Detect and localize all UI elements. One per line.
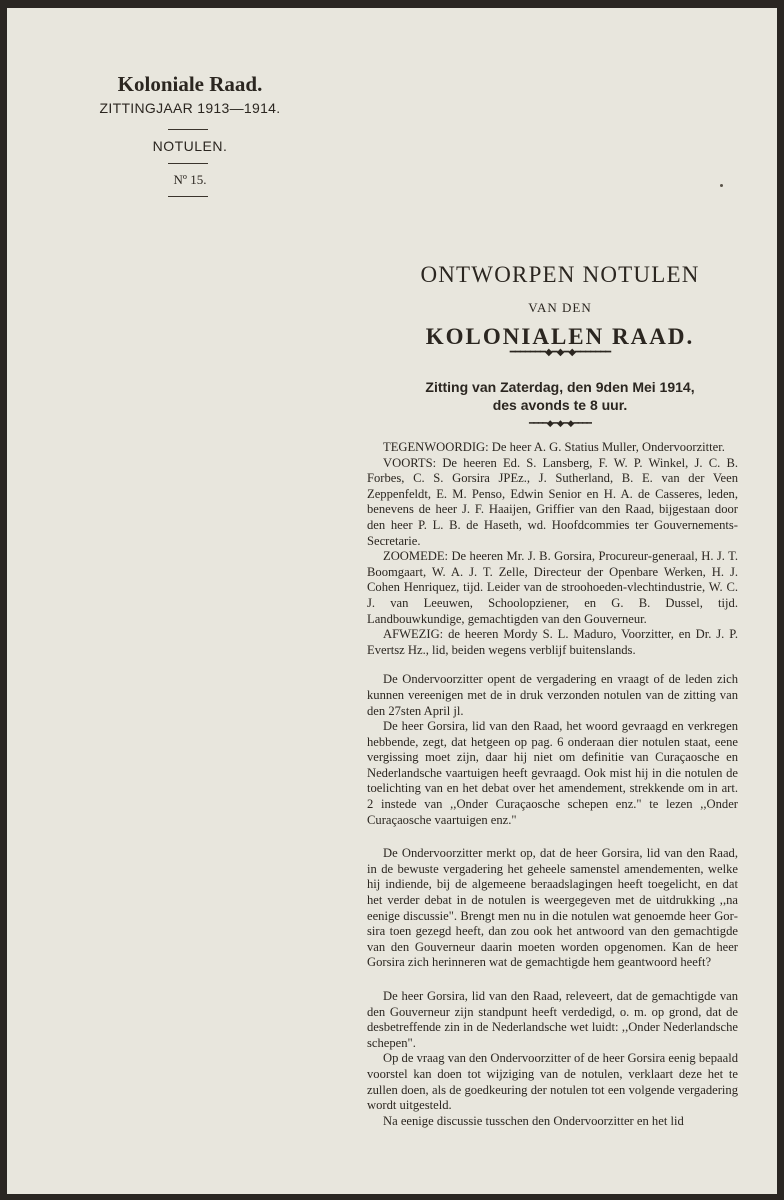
issue-number: Nº 15. (173, 172, 207, 187)
council-title: Koloniale Raad. (117, 72, 263, 96)
session-date: Zitting van Zaterdag, den 9den Mei 1914, (425, 379, 695, 395)
paragraph: Na eenige discussie tusschen den Ondervoorzitter en het lid (383, 1113, 684, 1128)
paragraph: Op de vraag van den Ondervoorzitter of de heer Gorsira eenig bepaald voorstel kan doen tot wijziging van de notulen, verklaart deze het te zullen doen, als de goedkeuring der notulen tot een volgende vergadering wordt uitgesteld. (367, 1051, 738, 1113)
notulen-label: NOTULEN. (152, 138, 228, 154)
divider (168, 163, 208, 164)
minutes-body (367, 440, 738, 1129)
ornament-rule-small: ━━━━◆━◆━◆━━━━ (529, 418, 591, 428)
session-time: des avonds te 8 uur. (492, 397, 628, 413)
paragraph-further: VOORTS: De heeren Ed. S. Lansberg, F. W. P. Winkel, J. C. B. Forbes, C. S. Gorsira JPEz., J. Sutherland, B. E. van der Veen Zeppenfeldt, E. M. Penso, Edwin Senior en H. A. de Casseres, leden, benevens de heer J. F. Haaijen, Griffier van den Raad, bijgestaan door den heer P. L. B. de Haseth, wd. Hoofdcommies ter Gouvernements-Secretarie. (367, 455, 738, 548)
ornament-rule: ━━━━━━━◆━◆━◆━━━━━━━ (509, 347, 611, 358)
paragraph: De heer Gorsira, lid van den Raad, het woord gevraagd en verkregen hebbende, zegt, dat hetgeen op pag. 6 onderaan dier notulen staat, eene vergissing moet zijn, daar hij niet om definitie van Curaçaosche en Nederlandsche vaartuigen heeft gevraagd. Ook mist hij in die notulen de toelichting van en het debat over het amendement, strekkende om in art. 2 instede van ,,Onder Curaçaosche schepen enz." te lezen ,,Onder Curaçaosche vaartuigen enz." (367, 719, 738, 827)
session-year: ZITTINGJAAR 1913—1914. (99, 100, 281, 116)
paragraph: De Ondervoorzitter opent de vergadering en vraagt of de leden zich kunnen vereenigen met de in druk verzonden notulen van de zitting van den 27sten April jl. (367, 672, 738, 718)
paragraph: De heer Gorsira, lid van den Raad, releveert, dat de gemachtigde van den Gouverneur zijn standpunt heeft verdedigd, o. m. op grond, dat de desbetreffende zin in de Nederlandsche wet luidt: ,,Onder Nederlandsche schepen". (367, 989, 738, 1050)
title-van-den: VAN DEN (528, 300, 592, 315)
paragraph-also: ZOOMEDE: De heeren Mr. J. B. Gorsira, Procureur-generaal, H. J. T. Boomgaart, W. A. J. T. Zelle, Directeur der Openbare Werken, H. J. Cohen Henriquez, tijd. Leider van de stroohoeden-vlechtindustrie, W. C. J. van Leeuwen, Schoolopziener, en G. B. Dussel, tijd. Landbouwkundige, gemachtigden van den Gouverneur. (367, 549, 738, 626)
paragraph-present: TEGENWOORDIG: De heer A. G. Statius Muller, Ondervoorzitter. (383, 440, 725, 454)
council-name: KOLONIALEN RAAD. (425, 324, 695, 349)
divider (168, 196, 208, 197)
paragraph-absent: AFWEZIG: de heeren Mordy S. L. Maduro, Voorzitter, en Dr. J. P. Evertsz Hz., lid, beiden wegens verblijf buitenslands. (367, 627, 738, 657)
paragraph: De Ondervoorzitter merkt op, dat de heer Gorsira, lid van den Raad, in de bewuste vergadering het geheele samenstel amendementen, welke hij indiende, bij de algemeene beraadslagingen heeft toegelicht, en dat het verder debat in de notulen is weergegeven met de uitdrukking ,,na eenige discussie". Brengt men nu in die notulen wat genoemde heer Gorsira toen gezegd heeft, dan zou ook het antwoord van den gemachtigde van den Gouverneur daarin moeten worden opgenomen. Kan de heer Gorsira zich herinneren wat de gemachtigde hem geantwoord heeft? (367, 846, 738, 970)
session-info (360, 378, 760, 414)
divider (168, 129, 208, 130)
speck (720, 184, 723, 187)
document-title: ONTWORPEN NOTULEN (420, 262, 700, 287)
